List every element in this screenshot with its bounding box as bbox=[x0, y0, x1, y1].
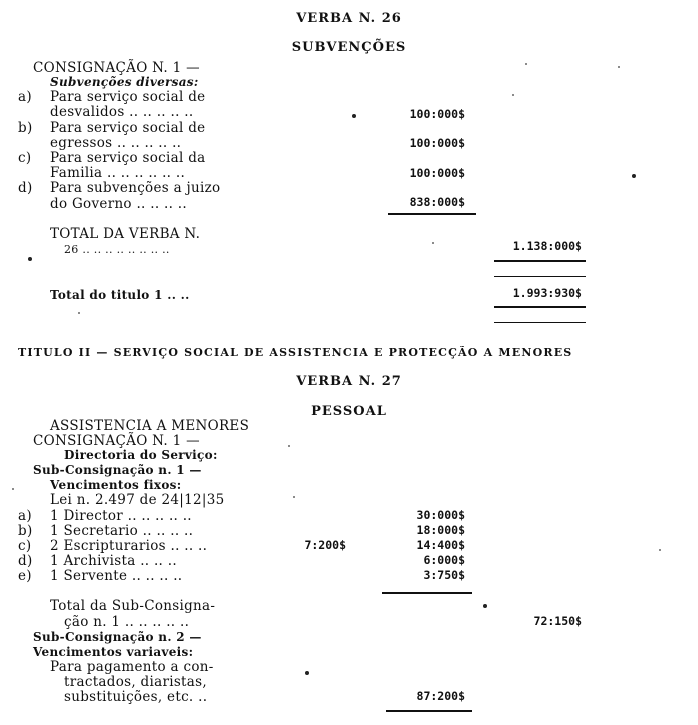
subconsignacao-2-heading: Sub-Consignação n. 2 — bbox=[33, 630, 202, 644]
subconsignacao-1-heading: Sub-Consignação n. 1 — bbox=[33, 463, 202, 477]
verba-26-total-amount: 1.138:000$ bbox=[512, 239, 582, 253]
total-rule bbox=[494, 260, 586, 262]
item-text: egressos .. .. .. .. .. bbox=[50, 135, 182, 151]
item-text: 1 Servente .. .. .. .. bbox=[50, 568, 183, 584]
item-unit-amount: 7:200$ bbox=[304, 538, 346, 552]
print-speck bbox=[432, 242, 434, 244]
item-letter: d) bbox=[18, 180, 33, 196]
pagamento-text: substituições, etc. .. bbox=[64, 689, 208, 705]
item-amount: 14:400$ bbox=[416, 538, 465, 552]
print-speck bbox=[293, 496, 295, 498]
titulo-2-heading: TITULO II — SERVIÇO SOCIAL DE ASSISTENCIA E PROTECÇÃO A MENORES bbox=[18, 346, 573, 359]
titulo-1-total-label: Total do titulo 1 .. .. bbox=[50, 288, 190, 302]
item-text: Para serviço social de bbox=[50, 89, 206, 105]
item-amount: 3:750$ bbox=[423, 568, 465, 582]
total-rule bbox=[494, 276, 586, 277]
item-amount: 30:000$ bbox=[416, 508, 465, 522]
pagamento-amount: 87:200$ bbox=[416, 689, 465, 703]
total-rule bbox=[494, 306, 586, 308]
subtotal-rule bbox=[388, 213, 476, 215]
vencimentos-variaveis-heading: Vencimentos variaveis: bbox=[33, 645, 194, 659]
item-letter: b) bbox=[18, 523, 33, 539]
item-text: Para subvenções a juizo bbox=[50, 180, 221, 196]
vencimentos-fixos-heading: Vencimentos fixos: bbox=[50, 478, 182, 492]
verba-27-subtitle: PESSOAL bbox=[311, 404, 387, 419]
print-speck bbox=[288, 445, 290, 447]
item-text: desvalidos .. .. .. .. .. bbox=[50, 104, 194, 120]
print-speck bbox=[12, 488, 14, 490]
item-letter: e) bbox=[18, 568, 32, 584]
print-speck bbox=[352, 114, 356, 118]
total-subconsignacao-label: ção n. 1 .. .. .. .. .. bbox=[64, 614, 190, 630]
subtotal-rule bbox=[382, 592, 472, 594]
print-speck bbox=[305, 671, 309, 675]
print-speck bbox=[632, 174, 636, 178]
print-speck bbox=[618, 66, 620, 68]
item-letter: a) bbox=[18, 508, 32, 524]
print-speck bbox=[28, 257, 32, 261]
item-amount: 18:000$ bbox=[416, 523, 465, 537]
item-amount: 100:000$ bbox=[409, 107, 465, 121]
print-speck bbox=[78, 312, 80, 314]
item-letter: a) bbox=[18, 89, 32, 105]
item-text: Familia .. .. .. .. .. .. bbox=[50, 165, 186, 181]
consignacao-heading: CONSIGNAÇÃO N. 1 — bbox=[33, 60, 200, 76]
total-subconsignacao-label: Total da Sub-Consigna- bbox=[50, 598, 216, 614]
item-text: Para serviço social da bbox=[50, 150, 206, 166]
item-amount: 838:000$ bbox=[409, 195, 465, 209]
total-rule bbox=[494, 322, 586, 323]
pagamento-text: Para pagamento a con- bbox=[50, 659, 214, 675]
print-speck bbox=[659, 549, 661, 551]
item-text: Para serviço social de bbox=[50, 120, 206, 136]
item-letter: b) bbox=[18, 120, 33, 136]
verba-26-subtitle: SUBVENÇÕES bbox=[291, 40, 407, 55]
item-letter: d) bbox=[18, 553, 33, 569]
total-subconsignacao-amount: 72:150$ bbox=[533, 614, 582, 628]
print-speck bbox=[483, 604, 487, 608]
item-text: 1 Director .. .. .. .. .. bbox=[50, 508, 192, 524]
lei-reference: Lei n. 2.497 de 24|12|35 bbox=[50, 492, 225, 508]
verba-27-title: VERBA N. 27 bbox=[296, 374, 402, 389]
item-amount: 6:000$ bbox=[423, 553, 465, 567]
item-letter: c) bbox=[18, 538, 32, 554]
print-speck bbox=[512, 94, 514, 96]
subtotal-rule bbox=[386, 710, 472, 712]
consignacao-heading: CONSIGNAÇÃO N. 1 — bbox=[33, 433, 200, 449]
pagamento-text: tractados, diaristas, bbox=[64, 674, 207, 690]
item-text: do Governo .. .. .. .. bbox=[50, 196, 187, 212]
item-amount: 100:000$ bbox=[409, 136, 465, 150]
print-speck bbox=[525, 63, 527, 65]
verba-26-total-label: TOTAL DA VERBA N. bbox=[50, 226, 201, 242]
verba-26-total-label: 26 .. .. .. .. .. .. .. .. bbox=[64, 243, 170, 256]
verba-26-title: VERBA N. 26 bbox=[296, 11, 402, 26]
item-text: 2 Escripturarios .. .. .. bbox=[50, 538, 208, 554]
item-letter: c) bbox=[18, 150, 32, 166]
titulo-1-total-amount: 1.993:930$ bbox=[512, 286, 582, 300]
directoria-heading: Directoria do Serviço: bbox=[64, 448, 218, 462]
item-text: 1 Secretario .. .. .. .. bbox=[50, 523, 194, 539]
item-amount: 100:000$ bbox=[409, 166, 465, 180]
assistencia-heading: ASSISTENCIA A MENORES bbox=[50, 418, 250, 434]
subvencoes-heading: Subvenções diversas: bbox=[50, 75, 199, 89]
item-text: 1 Archivista .. .. .. bbox=[50, 553, 177, 569]
